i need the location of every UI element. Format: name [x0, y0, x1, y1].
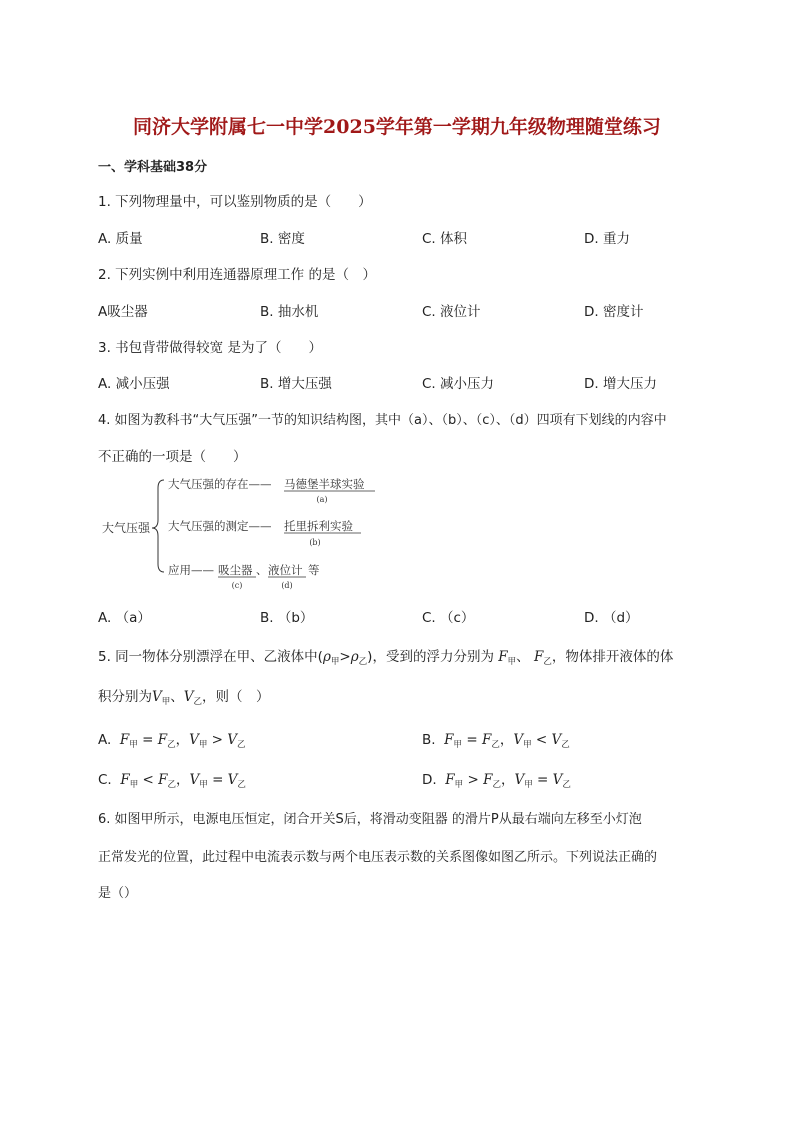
q5-option-d	[422, 768, 571, 790]
question-6-line1: 6. 如图甲所示，电源电压恒定，闭合开关S后，将滑动变阻器 的滑片P从最右端向左移至小灯泡	[98, 812, 642, 827]
q5-b-rel2: <	[535, 732, 548, 748]
q5-b-sub3: 甲	[523, 740, 532, 750]
q1-option-a: A. 质量	[98, 231, 143, 247]
q5-c-v1: V	[189, 772, 200, 788]
q5-f-sub-jia: 甲	[507, 657, 517, 667]
q5-d-rel2: =	[537, 772, 549, 788]
q5-d-f1: F	[445, 772, 455, 788]
q1-option-d: D. 重力	[584, 231, 630, 247]
q5-option-b-label: B.	[422, 732, 436, 748]
question-3-stem: 3. 书包背带做得较宽 是为了（ ）	[98, 340, 322, 356]
q5-a-f2: F	[157, 732, 168, 748]
q5-option-c-label: C.	[98, 772, 112, 788]
q2-option-d: D. 密度计	[584, 304, 644, 320]
q5-d-v2: V	[552, 772, 563, 788]
q4-option-c: C. （c）	[422, 610, 475, 626]
q5-v-sub-jia: 甲	[161, 697, 171, 707]
diagram-branch3-prefix: 应用——	[168, 563, 214, 577]
diagram-root-label: 大气压强	[102, 521, 151, 535]
q5-d-sub1: 甲	[454, 780, 464, 790]
q5-b-sub1: 甲	[453, 740, 463, 750]
q3-option-b: B. 增大压强	[260, 376, 332, 392]
q2-option-a: A吸尘器	[98, 304, 148, 320]
q3-option-d: D. 增大压力	[584, 376, 657, 392]
q5-c-sep: ，	[176, 772, 190, 788]
q5-a-v2: V	[227, 732, 237, 748]
diagram-tag-d: (d)	[281, 581, 293, 590]
diagram-tag-c: (c)	[231, 581, 243, 590]
q5-b-sep: ，	[499, 732, 514, 748]
q5-b-f2: F	[481, 732, 492, 748]
q5-v-jia: V	[152, 689, 162, 705]
q5-c-f1: F	[120, 772, 130, 788]
diagram-brace	[152, 480, 164, 572]
q5-c-rel2: =	[212, 772, 224, 788]
q5-option-c	[98, 768, 246, 790]
q5-b-v1: V	[513, 732, 524, 748]
question-2-stem: 2. 下列实例中利用连通器原理工作 的是（ ）	[98, 267, 376, 283]
q5-v-sub-yi: 乙	[193, 697, 203, 707]
q3-option-a: A. 减小压强	[98, 376, 170, 392]
q5-f-jia: F	[498, 649, 508, 665]
q5-comma: 、	[516, 649, 530, 665]
q4-option-a: A. （a）	[98, 610, 151, 626]
q5-c-sub1: 甲	[129, 780, 139, 790]
diagram-branch3-suffix: 等	[308, 563, 320, 577]
q1-option-c: C. 体积	[422, 231, 468, 247]
q5-v-yi: V	[183, 689, 194, 705]
question-5-stem-line2	[98, 685, 270, 707]
q5-line2-part-a: 积分别为	[98, 689, 152, 705]
q5-f-sub-yi: 乙	[543, 657, 552, 667]
q5-c-sub4: 乙	[237, 780, 246, 790]
q5-b-sub2: 乙	[491, 740, 500, 750]
diagram-branch3-item2: 液位计	[268, 563, 303, 577]
question-4-stem-line2: 不正确的一项是（ ）	[98, 449, 247, 465]
page-title: 同济大学附属七一中学2025学年第一学期九年级物理随堂练习	[133, 116, 661, 138]
q5-b-rel1: =	[466, 732, 478, 748]
q5-a-sub1: 甲	[129, 740, 138, 750]
q2-option-b: B. 抽水机	[260, 304, 319, 320]
q5-d-sub3: 甲	[524, 780, 533, 790]
q5-a-sub4: 乙	[237, 740, 246, 750]
q5-c-sub2: 乙	[167, 780, 176, 790]
q3-option-c: C. 减小压力	[422, 376, 495, 392]
q5-option-a-label: A.	[98, 732, 112, 748]
q5-option-d-label: D.	[422, 772, 437, 788]
q5-gt: >	[339, 649, 351, 665]
q5-option-b	[422, 728, 570, 750]
q5-sub-yi: 乙	[358, 657, 368, 667]
q4-option-b: B. （b）	[260, 610, 314, 626]
q5-d-sub2: 乙	[492, 780, 501, 790]
question-1-stem: 1. 下列物理量中，可以鉴别物质的是（ ）	[98, 194, 372, 210]
question-4-stem-line1: 4. 如图为教科书“大气压强”一节的知识结构图，其中（a）、（b）、（c）、（d）四项有下划线的内容中	[98, 413, 667, 428]
diagram-branch3-item1: 吸尘器	[218, 563, 253, 577]
q5-d-v1: V	[514, 772, 525, 788]
q5-sub-jia: 甲	[330, 657, 340, 667]
q5-a-f1: F	[119, 732, 130, 748]
diagram-tag-b: (b)	[309, 538, 321, 547]
q2-option-c: C. 液位计	[422, 304, 481, 320]
q5-f-yi: F	[533, 649, 544, 665]
q5-b-v2: V	[551, 732, 562, 748]
diagram-tag-a: (a)	[316, 495, 328, 504]
q5-a-v1: V	[189, 732, 199, 748]
q5-option-a	[98, 728, 246, 750]
knowledge-structure-diagram	[98, 472, 398, 592]
diagram-branch1-item: 马德堡半球实验	[284, 477, 365, 491]
q5-v-comma: 、	[170, 689, 184, 705]
q5-a-rel1: =	[142, 732, 154, 748]
q5-stem-part-a: 5. 同一物体分别漂浮在甲、乙液体中(	[98, 649, 323, 665]
q5-c-f2: F	[158, 772, 168, 788]
diagram-branch1-prefix: 大气压强的存在——	[168, 477, 272, 491]
diagram-branch3-sep: 、	[256, 563, 268, 577]
q4-option-d: D. （d）	[584, 610, 639, 626]
q5-line2-part-b: ，则（ ）	[202, 689, 270, 705]
q5-rho-jia: ρ	[322, 649, 331, 665]
q5-a-sub2: 乙	[167, 740, 176, 750]
diagram-branch2-prefix: 大气压强的测定——	[168, 519, 272, 533]
q5-a-sep: ，	[175, 732, 190, 748]
q5-c-rel1: <	[142, 772, 154, 788]
q5-b-sub4: 乙	[561, 740, 570, 750]
q5-c-v2: V	[227, 772, 238, 788]
q5-d-sep: ，	[500, 772, 515, 788]
q5-stem-part-b: )，受到的浮力分别为	[367, 649, 494, 665]
q1-option-b: B. 密度	[260, 231, 305, 247]
q5-d-sub4: 乙	[562, 780, 571, 790]
q5-a-sub3: 甲	[198, 740, 208, 750]
question-5-stem-line1	[98, 645, 673, 667]
question-6-line3: 是（）	[98, 886, 138, 901]
section-heading: 一、学科基础38分	[98, 160, 208, 175]
q5-b-f1: F	[444, 732, 454, 748]
q5-c-sub3: 甲	[199, 780, 208, 790]
q5-stem-part-c: ，物体排开液体的体	[551, 649, 674, 665]
diagram-branch2-item: 托里拆利实验	[284, 519, 353, 533]
q5-d-rel1: >	[467, 772, 479, 788]
q5-d-f2: F	[483, 772, 493, 788]
q5-rho-yi: ρ	[350, 649, 359, 665]
question-6-line2: 正常发光的位置，此过程中电流表示数与两个电压表示数的关系图像如图乙所示。下列说法正确的	[98, 850, 658, 865]
q5-a-rel2: >	[211, 732, 223, 748]
